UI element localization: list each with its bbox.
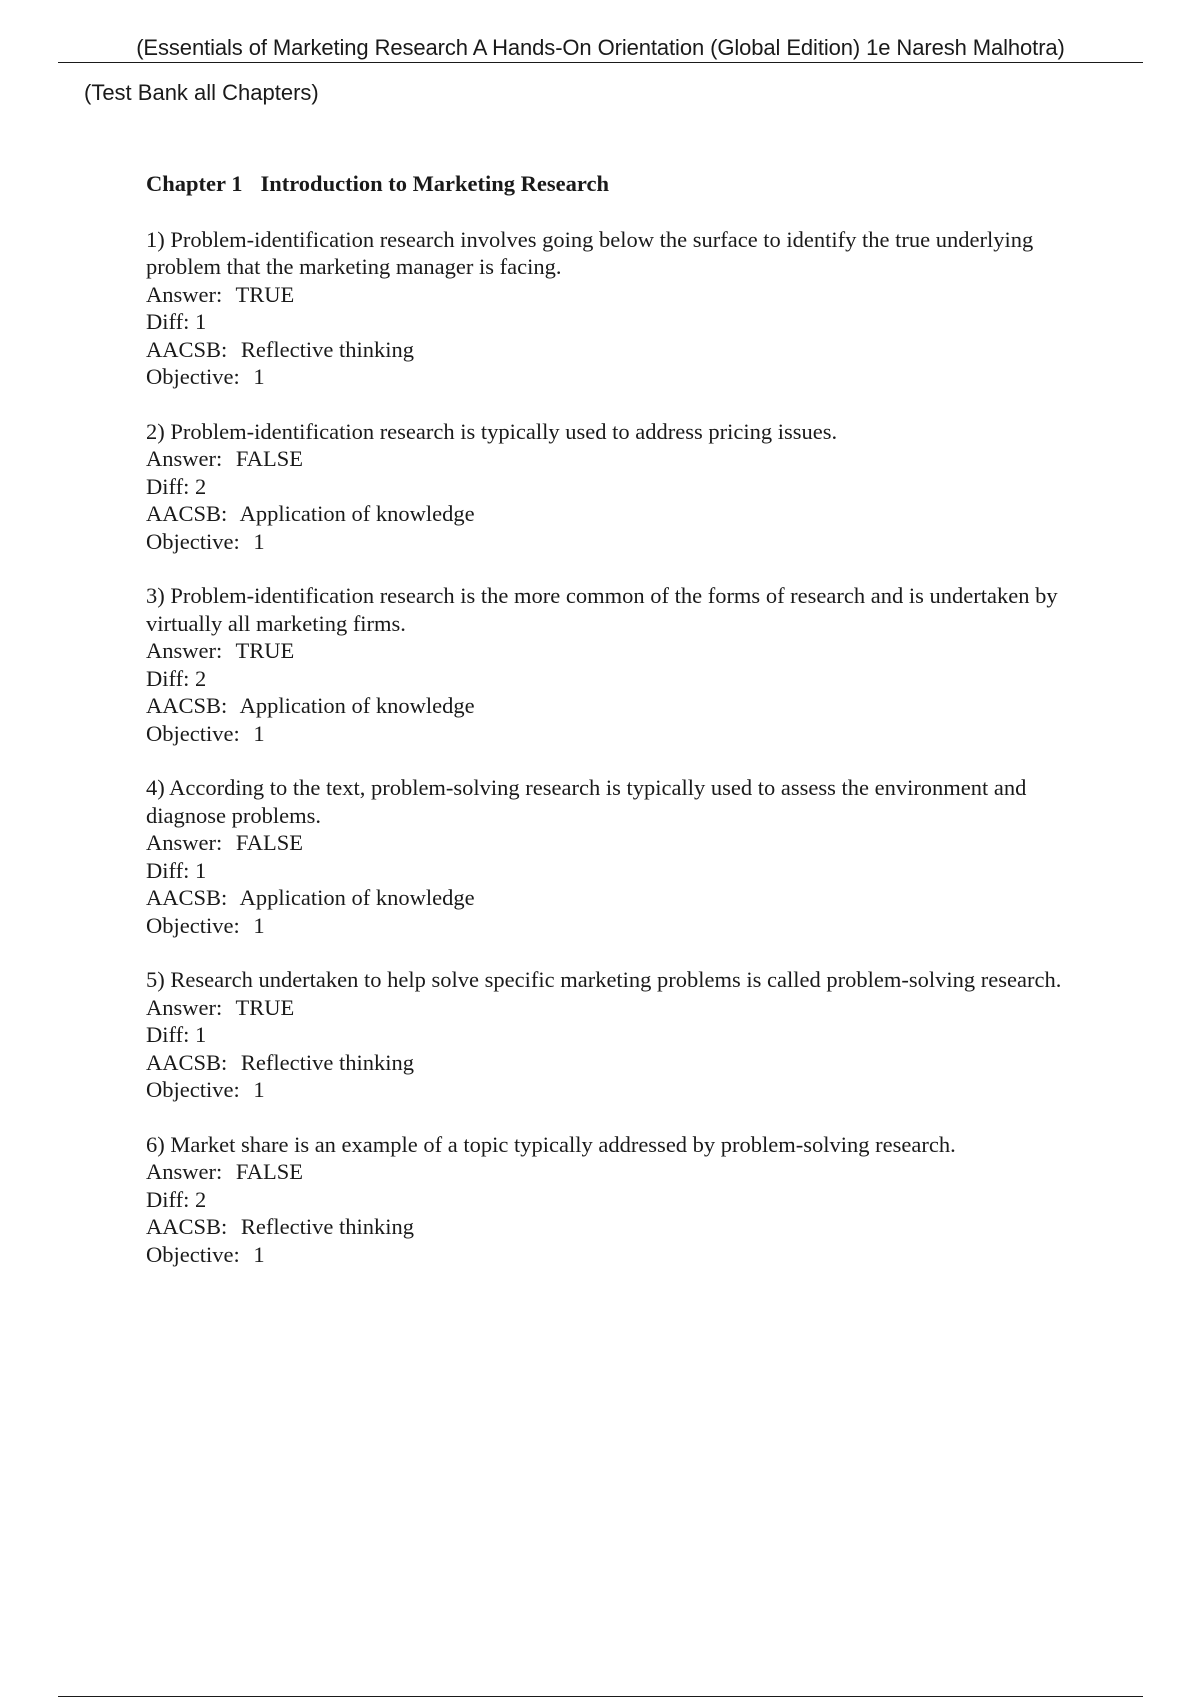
- answer-label: Answer:: [146, 281, 223, 307]
- objective-value: 1: [253, 1241, 265, 1267]
- diff-line: [146, 308, 1076, 336]
- diff-value: 2: [194, 1186, 207, 1212]
- question-item: [146, 1131, 1076, 1269]
- aacsb-label: AACSB:: [146, 501, 228, 526]
- objective-value: 1: [253, 912, 265, 938]
- aacsb-label: AACSB:: [146, 693, 228, 718]
- diff-value: 1: [194, 857, 207, 883]
- diff-label: Diff:: [146, 857, 190, 883]
- question-text: 3) Problem-identification research is the more common of the forms of research and is undertaken by virtually all marketing firms.: [146, 583, 1058, 636]
- diff-line: [146, 665, 1076, 693]
- answer-line: [146, 281, 1076, 309]
- answer-label: Answer:: [146, 994, 223, 1020]
- answer-line: [146, 829, 1076, 857]
- objective-value: 1: [253, 1077, 265, 1102]
- aacsb-value: Application of knowledge: [239, 501, 475, 526]
- diff-line: [146, 473, 1076, 501]
- aacsb-line: [146, 500, 1076, 528]
- question-item: [146, 582, 1076, 747]
- objective-value: 1: [253, 364, 265, 389]
- objective-label: Objective:: [146, 528, 240, 554]
- diff-value: 2: [194, 473, 207, 499]
- chapter-number: Chapter 1: [146, 171, 243, 196]
- answer-value: TRUE: [235, 638, 295, 663]
- objective-line: [146, 912, 1076, 940]
- diff-value: 1: [194, 309, 207, 334]
- aacsb-line: [146, 1049, 1076, 1077]
- answer-label: Answer:: [146, 638, 223, 663]
- chapter-title: Introduction to Marketing Research: [260, 171, 609, 196]
- question-text: 4) According to the text, problem-solving research is typically used to assess the environment and diagnose problems.: [146, 775, 1027, 828]
- answer-value: FALSE: [235, 1159, 303, 1184]
- answer-label: Answer:: [146, 446, 223, 471]
- objective-label: Objective:: [146, 912, 240, 938]
- objective-label: Objective:: [146, 720, 240, 746]
- diff-label: Diff:: [146, 309, 190, 334]
- question-item: [146, 418, 1076, 556]
- question-item: [146, 774, 1076, 939]
- answer-value: TRUE: [235, 994, 295, 1020]
- objective-label: Objective:: [146, 1241, 240, 1267]
- answer-label: Answer:: [146, 1159, 223, 1184]
- document-header-subtitle: (Test Bank all Chapters): [84, 80, 319, 105]
- answer-value: TRUE: [235, 281, 295, 307]
- aacsb-value: Reflective thinking: [240, 1049, 414, 1075]
- aacsb-label: AACSB:: [146, 1214, 228, 1239]
- question-text: 2) Problem-identification research is typically used to address pricing issues.: [146, 418, 838, 444]
- objective-value: 1: [253, 528, 265, 554]
- question-text: 6) Market share is an example of a topic typically addressed by problem-solving research.: [146, 1131, 956, 1157]
- answer-line: [146, 994, 1076, 1022]
- objective-value: 1: [253, 720, 265, 746]
- answer-value: FALSE: [235, 446, 303, 471]
- footer-divider: [58, 1696, 1143, 1697]
- objective-line: [146, 1241, 1076, 1269]
- document-header-title: (Essentials of Marketing Research A Hands-On Orientation (Global Edition) 1e Naresh Malhotra): [58, 34, 1143, 63]
- aacsb-value: Reflective thinking: [240, 336, 414, 362]
- diff-line: [146, 1186, 1076, 1214]
- question-text: 1) Problem-identification research involves going below the surface to identify the true underlying problem that the marketing manager is facing.: [146, 226, 1034, 279]
- objective-label: Objective:: [146, 1077, 240, 1102]
- diff-label: Diff:: [146, 473, 190, 499]
- diff-value: 2: [194, 665, 207, 691]
- answer-value: FALSE: [235, 830, 303, 855]
- diff-line: [146, 1021, 1076, 1049]
- diff-line: [146, 857, 1076, 885]
- diff-label: Diff:: [146, 665, 190, 691]
- aacsb-value: Application of knowledge: [239, 693, 475, 718]
- aacsb-value: Application of knowledge: [239, 885, 475, 910]
- question-item: [146, 226, 1076, 391]
- aacsb-line: [146, 1213, 1076, 1241]
- aacsb-line: [146, 884, 1076, 912]
- objective-line: [146, 1076, 1076, 1104]
- objective-line: [146, 528, 1076, 556]
- question-text: 5) Research undertaken to help solve specific marketing problems is called problem-solving research.: [146, 967, 1062, 992]
- objective-line: [146, 363, 1076, 391]
- question-item: [146, 966, 1076, 1104]
- diff-value: 1: [194, 1022, 207, 1047]
- chapter-heading: [146, 170, 1076, 198]
- objective-label: Objective:: [146, 364, 240, 389]
- diff-label: Diff:: [146, 1022, 190, 1047]
- answer-line: [146, 445, 1076, 473]
- answer-line: [146, 1158, 1076, 1186]
- objective-line: [146, 720, 1076, 748]
- document-body: [146, 170, 1076, 1295]
- aacsb-label: AACSB:: [146, 336, 228, 362]
- aacsb-line: [146, 692, 1076, 720]
- aacsb-line: [146, 336, 1076, 364]
- aacsb-label: AACSB:: [146, 885, 228, 910]
- aacsb-label: AACSB:: [146, 1049, 228, 1075]
- answer-label: Answer:: [146, 830, 223, 855]
- diff-label: Diff:: [146, 1186, 190, 1212]
- aacsb-value: Reflective thinking: [240, 1214, 414, 1239]
- answer-line: [146, 637, 1076, 665]
